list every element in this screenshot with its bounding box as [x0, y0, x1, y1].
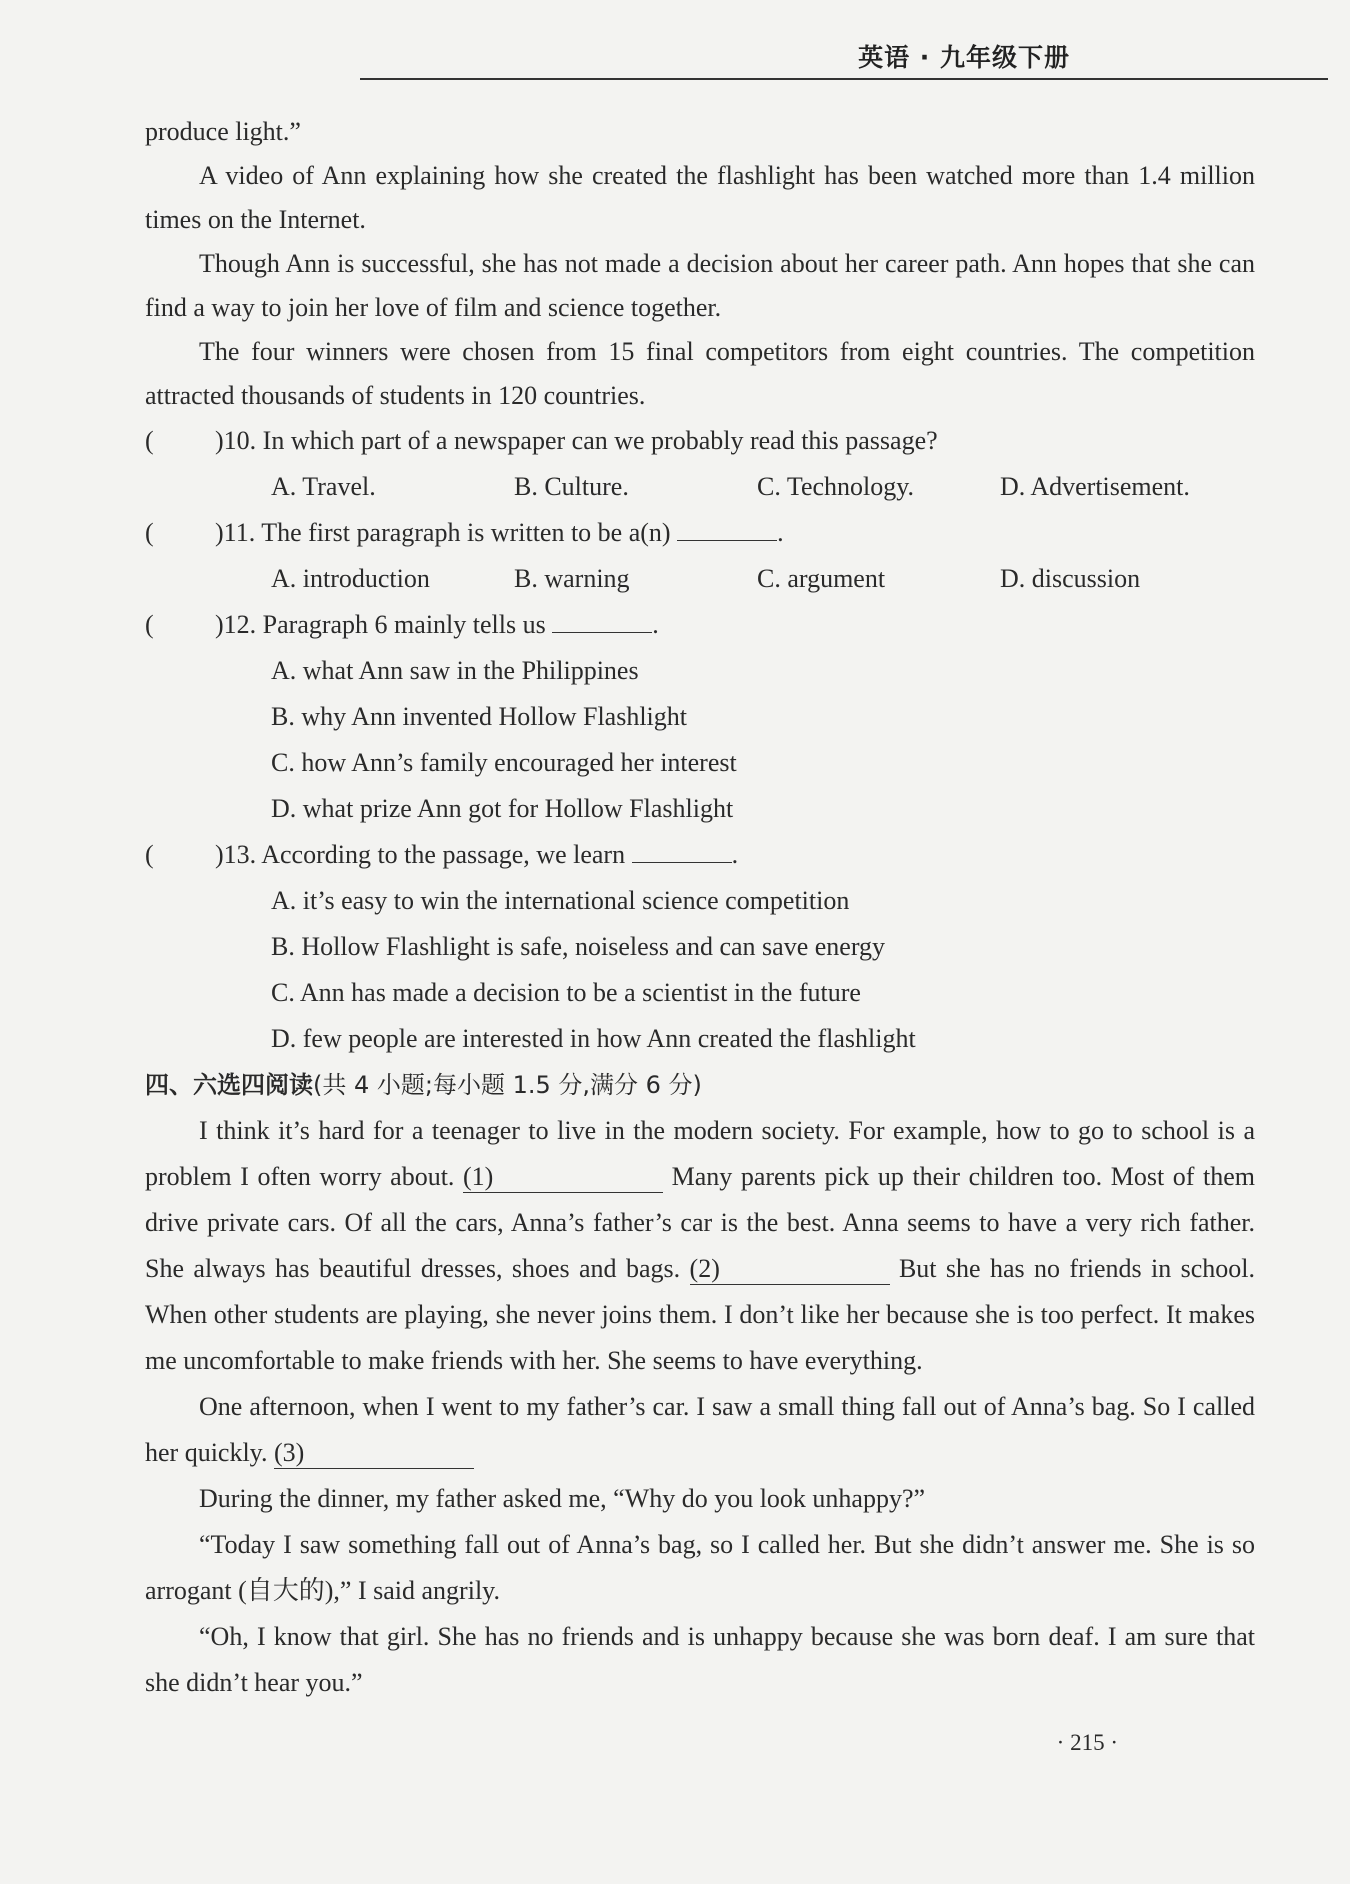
- option-c[interactable]: C. Technology.: [757, 472, 915, 501]
- page-number: · 215 ·: [1056, 1730, 1118, 1755]
- option-b[interactable]: B. Culture.: [514, 472, 629, 501]
- reading-paragraph: During the dinner, my father asked me, “Why do you look unhappy?”: [199, 1484, 926, 1513]
- option-c[interactable]: C. argument: [757, 564, 886, 593]
- option-d[interactable]: D. discussion: [1000, 564, 1141, 593]
- answer-paren[interactable]: (: [145, 426, 154, 455]
- option-b[interactable]: B. why Ann invented Hollow Flashlight: [271, 702, 687, 731]
- question-end: .: [731, 840, 739, 869]
- option-b[interactable]: B. warning: [514, 564, 630, 593]
- answer-paren[interactable]: (: [145, 840, 154, 869]
- header-title: 英语 · 九年级下册: [858, 43, 1070, 72]
- question-text: )10. In which part of a newspaper can we probably read this passage?: [215, 426, 938, 455]
- reading-paragraph: [145, 1108, 1255, 1384]
- question-text: )11. The first paragraph is written to be a(n): [215, 518, 671, 547]
- option-b[interactable]: B. Hollow Flashlight is safe, noiseless and can save energy: [271, 932, 886, 961]
- option-a[interactable]: A. introduction: [271, 564, 430, 593]
- question-text: )13. According to the passage, we learn: [215, 840, 626, 869]
- option-c[interactable]: C. Ann has made a decision to be a scientist in the future: [271, 978, 861, 1007]
- gap-2-blank[interactable]: (2): [690, 1254, 890, 1285]
- option-d[interactable]: D. Advertisement.: [1000, 472, 1190, 501]
- option-d[interactable]: D. few people are interested in how Ann created the flashlight: [271, 1024, 916, 1053]
- reading-text: But she has no friends in school. When other students are playing, she never joins them. I don’t like her because she is too perfect. It makes me uncomfortable to make friends with her. She seems to have everything.: [145, 1254, 1256, 1375]
- option-a[interactable]: A. what Ann saw in the Philippines: [271, 656, 639, 685]
- question-text: )12. Paragraph 6 mainly tells us: [215, 610, 546, 639]
- answer-paren[interactable]: (: [145, 518, 154, 547]
- reading-text: I think it’s hard for a teenager to live in the modern society. For example, how to go to school is a problem I often worry about.: [145, 1116, 1255, 1191]
- header-rule: [360, 78, 1328, 80]
- gap-3-blank[interactable]: (3): [274, 1438, 474, 1469]
- reading-paragraph: “Today I saw something fall out of Anna’s bag, so I called her. But she didn’t answer me. She is so arrogant (自大的),” I said angrily.: [145, 1530, 1255, 1605]
- section-heading: 四、六选四阅读: [145, 1071, 313, 1099]
- question-11: [145, 510, 1255, 602]
- answer-blank[interactable]: [552, 610, 652, 633]
- section-title: [145, 1062, 1255, 1108]
- passage-paragraph: Though Ann is successful, she has not made a decision about her career path. Ann hopes that she can find a way to join her love of film and science together.: [145, 249, 1255, 322]
- reading-paragraph: [145, 1384, 1255, 1476]
- options: [271, 556, 1255, 602]
- options: [271, 464, 1255, 510]
- passage-line: produce light.”: [145, 117, 301, 146]
- reading-text: Many parents pick up their children too. Most of them drive private cars. Of all the cars, Anna’s father’s car is the best. Anna seems to have a very rich father. She always has beautiful dresses, shoes and bags.: [145, 1162, 1256, 1283]
- question-end: .: [652, 610, 659, 639]
- option-a[interactable]: A. Travel.: [271, 472, 376, 501]
- question-12: [145, 602, 1255, 832]
- answer-blank[interactable]: [677, 518, 777, 541]
- reading-text: One afternoon, when I went to my father’s car. I saw a small thing fall out of Anna’s bag. So I called her quickly.: [145, 1392, 1255, 1467]
- section-subtitle: (共 4 小题;每小题 1.5 分,满分 6 分): [313, 1071, 702, 1099]
- answer-paren[interactable]: (: [145, 610, 154, 639]
- option-a[interactable]: A. it’s easy to win the international science competition: [271, 886, 850, 915]
- question-end: .: [777, 518, 784, 547]
- gap-1-blank[interactable]: (1): [463, 1162, 663, 1193]
- passage-paragraph: A video of Ann explaining how she created the flashlight has been watched more than 1.4 million times on the Internet.: [145, 161, 1255, 234]
- option-d[interactable]: D. what prize Ann got for Hollow Flashlight: [271, 794, 734, 823]
- question-10: [145, 418, 1255, 510]
- option-c[interactable]: C. how Ann’s family encouraged her interest: [271, 748, 737, 777]
- content: [145, 110, 1255, 1706]
- passage-paragraph: The four winners were chosen from 15 final competitors from eight countries. The competition attracted thousands of students in 120 countries.: [145, 337, 1255, 410]
- answer-blank[interactable]: [632, 840, 732, 863]
- question-13: [145, 832, 1255, 1062]
- reading-paragraph: “Oh, I know that girl. She has no friends and is unhappy because she was born deaf. I am sure that she didn’t hear you.”: [145, 1622, 1255, 1697]
